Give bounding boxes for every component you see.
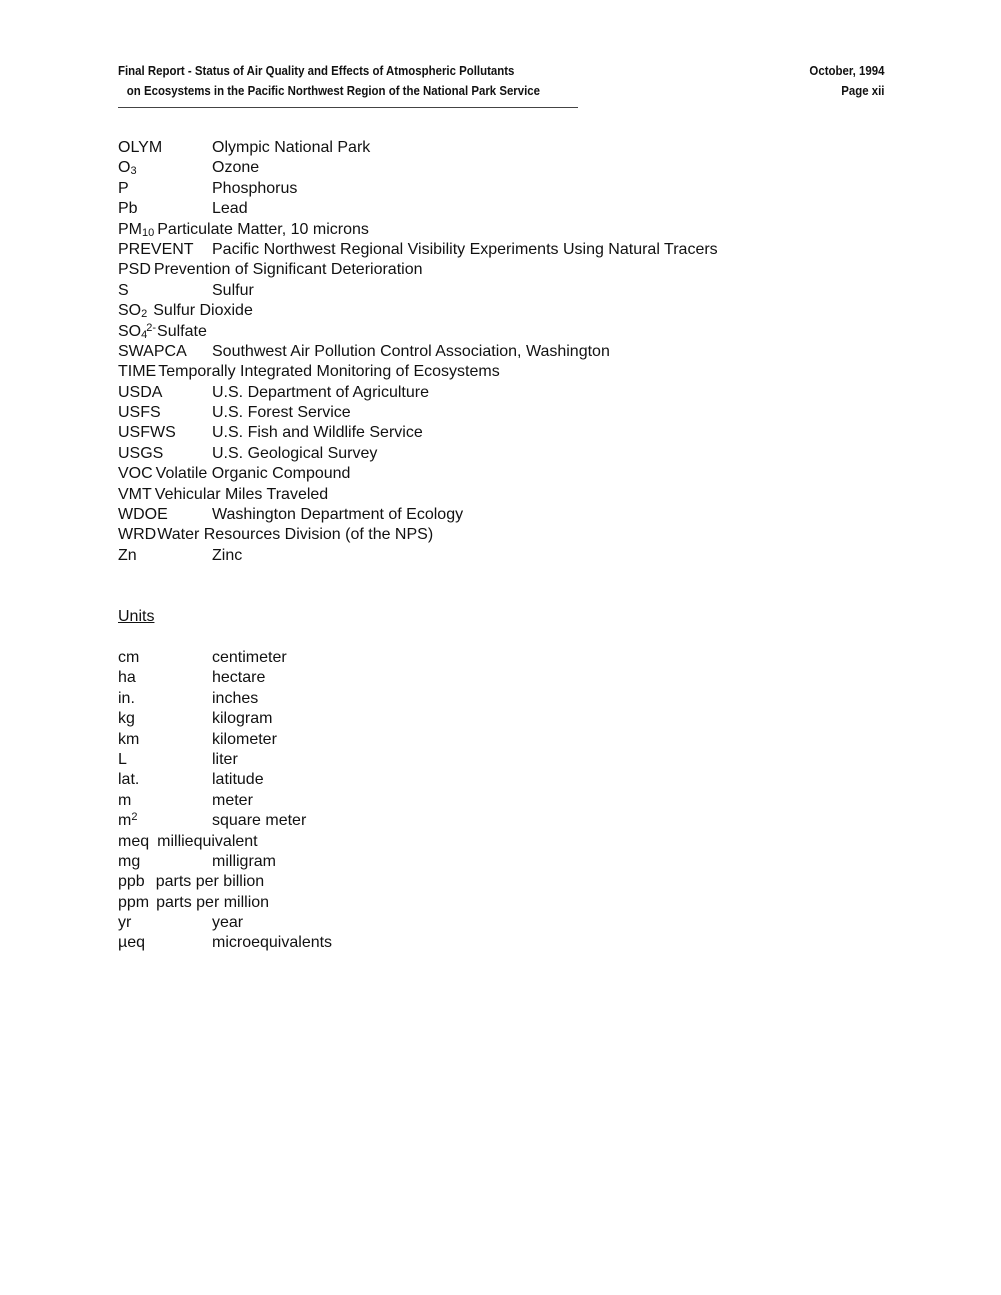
abbreviation-row [118, 403, 878, 423]
abbreviation-term: PREVENT [118, 240, 194, 258]
abbreviation-row [118, 301, 878, 321]
abbreviation-term: VMT [118, 485, 152, 503]
report-title [118, 61, 611, 101]
unit-term: lat. [118, 771, 140, 789]
abbreviation-row [118, 281, 878, 301]
unit-definition: inches [212, 689, 259, 707]
abbreviation-term: PM10 [118, 220, 155, 239]
report-date: October, 1994 [809, 63, 885, 78]
abbreviation-term: USFS [118, 404, 161, 422]
unit-row [118, 913, 618, 933]
abbreviation-definition: U.S. Geological Survey [212, 444, 378, 462]
unit-definition: milliequivalent [157, 832, 258, 850]
abbreviation-row [118, 138, 878, 158]
unit-row [118, 893, 618, 913]
report-title-line-2: on Ecosystems in the Pacific Northwest Region of the National Park Service [126, 83, 541, 98]
unit-definition: hectare [212, 669, 266, 687]
unit-row [118, 709, 618, 729]
abbreviation-row [118, 362, 878, 382]
abbreviation-row [118, 260, 878, 280]
unit-row [118, 811, 618, 831]
unit-term: ppb [118, 873, 145, 891]
unit-row [118, 933, 618, 953]
unit-definition: latitude [212, 771, 264, 789]
abbreviation-row [118, 342, 878, 362]
unit-definition: meter [212, 791, 253, 809]
unit-row [118, 750, 618, 770]
unit-definition: year [212, 914, 244, 932]
units-list [118, 648, 618, 954]
unit-term: $m^2$ [118, 811, 138, 830]
unit-definition: square meter [212, 812, 307, 830]
unit-definition: milligram [212, 852, 276, 870]
unit-row [118, 648, 618, 668]
header-divider [118, 107, 578, 108]
abbreviation-list [118, 138, 878, 566]
unit-definition: parts per million [156, 893, 270, 911]
report-title-line-1: Final Report - Status of Air Quality and Effects of Atmospheric Pollutants [118, 63, 515, 78]
unit-definition: kilometer [212, 730, 277, 748]
abbreviation-row [118, 485, 878, 505]
abbreviation-term: USFWS [118, 424, 176, 442]
abbreviation-definition: Sulfur Dioxide [153, 302, 253, 320]
unit-row [118, 791, 618, 811]
abbreviation-definition: Zinc [212, 546, 243, 564]
abbreviation-term: Zn [118, 546, 137, 564]
header-meta [793, 61, 885, 101]
unit-term: m [118, 791, 132, 809]
abbreviation-term: S [118, 281, 129, 299]
unit-definition: liter [212, 750, 238, 768]
unit-term: L [118, 750, 127, 768]
abbreviation-row [118, 525, 878, 545]
abbreviation-term: P [118, 179, 129, 197]
unit-row [118, 852, 618, 872]
abbreviation-definition: Sulfate [157, 322, 207, 340]
abbreviation-term: WRD [118, 526, 157, 544]
abbreviation-row [118, 444, 878, 464]
unit-row [118, 832, 618, 852]
abbreviation-definition: Olympic National Park [212, 139, 371, 156]
page-number: Page xii [841, 83, 885, 98]
unit-term: ppm [118, 893, 150, 911]
abbreviation-definition: Washington Department of Ecology [212, 506, 464, 524]
abbreviation-term: SO2 [118, 302, 148, 321]
abbreviation-term: USDA [118, 383, 163, 401]
abbreviation-row [118, 158, 878, 178]
unit-row [118, 770, 618, 790]
abbreviation-definition: Volatile Organic Compound [155, 465, 351, 483]
unit-term: in. [118, 689, 135, 707]
unit-term: yr [118, 914, 132, 932]
unit-row [118, 668, 618, 688]
abbreviation-definition: Prevention of Significant Deterioration [153, 261, 423, 279]
unit-term: meq [118, 832, 150, 850]
abbreviation-definition: Vehicular Miles Traveled [154, 485, 329, 503]
unit-definition: kilogram [212, 710, 273, 728]
abbreviation-term: WDOE [118, 506, 168, 524]
units-heading: Units [118, 608, 155, 625]
abbreviation-row [118, 240, 878, 260]
unit-term: km [118, 730, 140, 748]
abbreviation-definition: Ozone [212, 159, 260, 177]
abbreviation-row [118, 220, 878, 240]
abbreviation-term: Pb [118, 200, 138, 218]
abbreviation-definition: Lead [212, 200, 248, 218]
abbreviation-term: USGS [118, 444, 164, 462]
unit-term: mg [118, 852, 141, 870]
abbreviation-definition: U.S. Forest Service [212, 404, 351, 422]
abbreviation-definition: Temporally Integrated Monitoring of Ecosystems [158, 363, 500, 381]
unit-row [118, 872, 618, 892]
abbreviation-row [118, 179, 878, 199]
abbreviation-definition: Water Resources Division (of the NPS) [157, 526, 434, 544]
unit-definition: parts per billion [155, 873, 265, 891]
abbreviation-term: $SO4^{2-}$ [118, 321, 157, 341]
abbreviation-row [118, 199, 878, 219]
abbreviation-term: PSD [118, 261, 151, 279]
abbreviation-term: O3 [118, 159, 137, 178]
abbreviation-term: OLYM [118, 139, 163, 156]
unit-row [118, 730, 618, 750]
abbreviation-row [118, 322, 878, 342]
abbreviation-term: TIME [118, 363, 157, 381]
unit-term: kg [118, 710, 135, 728]
abbreviation-definition: U.S. Department of Agriculture [212, 383, 429, 401]
abbreviation-definition: U.S. Fish and Wildlife Service [212, 424, 423, 442]
abbreviation-definition: Pacific Northwest Regional Visibility Experiments Using Natural Tracers [212, 240, 718, 258]
abbreviation-definition: Particulate Matter, 10 microns [157, 220, 369, 238]
unit-term: ha [118, 669, 136, 687]
unit-term: cm [118, 649, 140, 666]
unit-definition: centimeter [212, 649, 287, 666]
abbreviation-row [118, 505, 878, 525]
abbreviation-definition: Sulfur [212, 281, 254, 299]
abbreviation-row [118, 423, 878, 443]
abbreviation-term: VOC [118, 465, 153, 483]
abbreviation-row [118, 464, 878, 484]
unit-row [118, 689, 618, 709]
unit-definition: microequivalents [212, 934, 333, 952]
unit-term: µeq [118, 934, 146, 952]
abbreviation-row [118, 546, 878, 566]
abbreviation-definition: Phosphorus [212, 179, 298, 197]
abbreviation-row [118, 383, 878, 403]
abbreviation-definition: Southwest Air Pollution Control Association, Washington [212, 342, 610, 360]
abbreviation-term: SWAPCA [118, 342, 187, 360]
